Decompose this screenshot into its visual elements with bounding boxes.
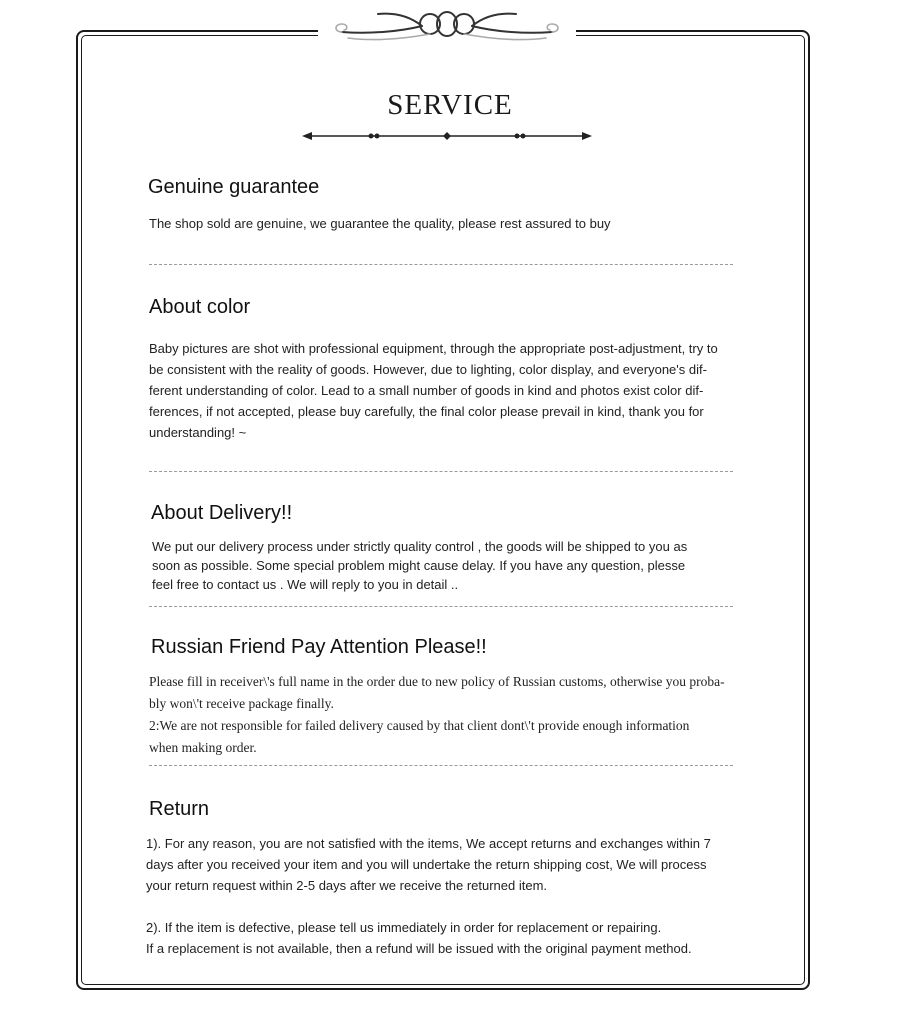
body-line: be consistent with the reality of goods. However, due to lighting, color display, and everyone's dif- xyxy=(149,362,707,377)
body-line: when making order. xyxy=(149,740,257,755)
flourish-icon xyxy=(318,4,576,48)
section-divider xyxy=(149,471,733,472)
body-line: Please fill in receiver\'s full name in the order due to new policy of Russian customs, otherwise you proba- xyxy=(149,674,725,689)
page-title: SERVICE xyxy=(387,89,513,121)
section-heading-russian-friend: Russian Friend Pay Attention Please!! xyxy=(151,636,487,658)
body-line: bly won\'t receive package finally. xyxy=(149,696,334,711)
body-line: your return request within 2-5 days after we receive the returned item. xyxy=(146,878,548,893)
body-line: days after you received your item and you will undertake the return shipping cost, We will process xyxy=(146,857,707,872)
title-divider-ornament xyxy=(300,128,594,144)
section-heading-about-color: About color xyxy=(149,296,251,318)
top-flourish-ornament xyxy=(318,4,576,48)
body-line: ferences, if not accepted, please buy carefully, the final color please prevail in kind, thank you for xyxy=(149,404,704,419)
section-heading-return: Return xyxy=(149,798,210,820)
body-line: We put our delivery process under strictly quality control , the goods will be shipped to you as xyxy=(152,539,688,554)
body-line: understanding! ~ xyxy=(149,425,247,440)
body-line: If a replacement is not available, then a refund will be issued with the original payment method. xyxy=(146,941,692,956)
section-body-return xyxy=(146,833,711,959)
section-divider xyxy=(149,765,733,766)
body-line: feel free to contact us . We will reply to you in detail .. xyxy=(152,577,459,592)
body-line: soon as possible. Some special problem might cause delay. If you have any question, plesse xyxy=(152,558,686,573)
section-divider xyxy=(149,264,733,265)
section-body-russian-friend xyxy=(149,671,725,759)
section-heading-genuine-guarantee: Genuine guarantee xyxy=(148,176,320,198)
body-line: The shop sold are genuine, we guarantee the quality, please rest assured to buy xyxy=(149,216,611,231)
paragraph-gap xyxy=(146,896,711,917)
body-line: 1). For any reason, you are not satisfied with the items, We accept returns and exchanges within 7 xyxy=(146,836,711,851)
section-body-genuine-guarantee xyxy=(149,213,611,234)
body-line: Baby pictures are shot with professional equipment, through the appropriate post-adjustment, try to xyxy=(149,341,718,356)
section-body-about-delivery xyxy=(152,537,687,594)
body-line: 2). If the item is defective, please tell us immediately in order for replacement or repairing. xyxy=(146,920,662,935)
section-heading-about-delivery: About Delivery!! xyxy=(151,502,293,524)
section-divider xyxy=(149,606,733,607)
section-body-about-color xyxy=(149,338,718,443)
body-line: 2:We are not responsible for failed delivery caused by that client dont\'t provide enough information xyxy=(149,718,690,733)
body-line: ferent understanding of color. Lead to a small number of goods in kind and photos exist color dif- xyxy=(149,383,704,398)
